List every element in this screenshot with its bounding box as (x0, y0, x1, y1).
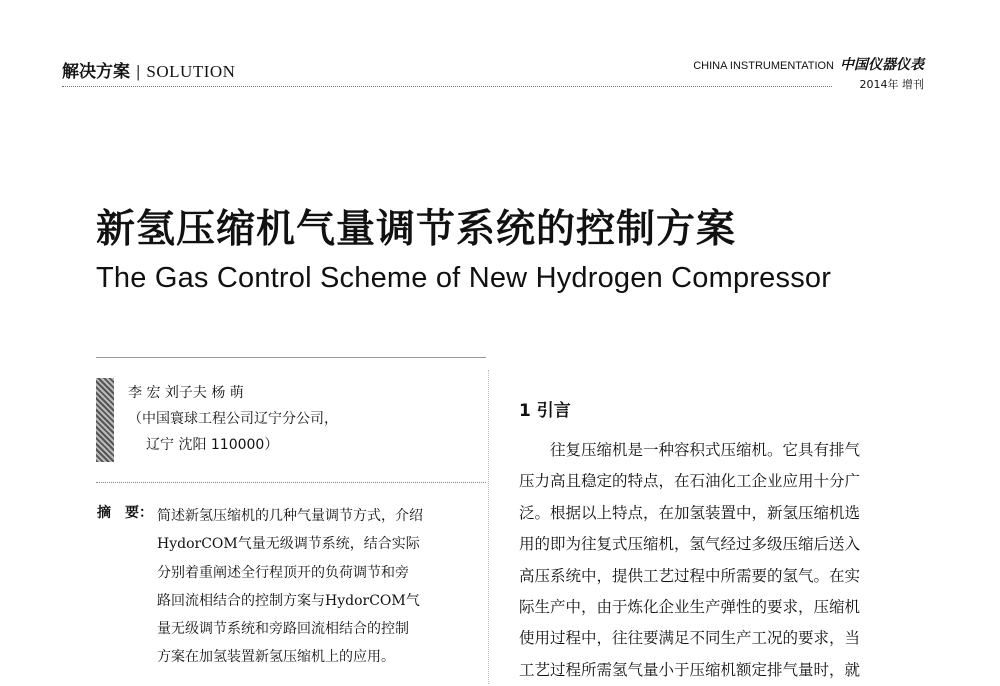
abstract-body (157, 502, 487, 672)
section-heading: 1 引言 (519, 401, 571, 421)
abstract-line: 方案在加氢装置新氢压缩机上的应用。 (157, 649, 395, 666)
author-block-top-rule (96, 357, 486, 358)
body-line: 往复压缩机是一种容积式压缩机。它具有排气 (550, 441, 861, 459)
abstract-line: HydorCOM气量无级调节系统，结合实际 (157, 536, 420, 553)
body-line: 高压系统中，提供工艺过程中所需要的氢气。在实 (519, 566, 861, 585)
decorative-texture-bar (96, 378, 114, 462)
article-title-cn: 新氢压缩机气量调节系统的控制方案 (96, 207, 737, 252)
affiliation-line-1: （中国寰球工程公司辽宁分公司， (128, 411, 338, 427)
abstract-line: 路回流相结合的控制方案与HydorCOM气 (157, 592, 420, 609)
abstract-label: 摘 要： (97, 505, 153, 521)
header-rule (62, 86, 832, 87)
column-divider (488, 370, 489, 684)
body-line: 用的即为往复式压缩机，氢气经过多级压缩后送入 (519, 535, 861, 554)
body-line: 际生产中，由于炼化企业生产弹性的要求，压缩机 (519, 598, 861, 617)
article-title-en: The Gas Control Scheme of New Hydrogen Compressor (96, 262, 832, 294)
abstract-line: 分别着重阐述全行程顶开的负荷调节和旁 (157, 564, 409, 581)
body-line: 使用过程中，往往要满足不同生产工况的要求，当 (519, 629, 861, 648)
header-separator: | (136, 62, 141, 81)
author-block (128, 380, 338, 458)
abstract-top-rule (96, 482, 486, 483)
abstract-line: 量无级调节系统和旁路回流相结合的控制 (157, 621, 409, 638)
section-header (62, 57, 235, 82)
issue-label: 2014年 增刊 (856, 76, 925, 92)
section-label-en: SOLUTION (146, 62, 236, 81)
body-text (519, 435, 919, 686)
abstract-line: 简述新氢压缩机的几种气量调节方式，介绍 (157, 508, 423, 524)
author-names: 李 宏 刘子夫 杨 萌 (128, 385, 244, 401)
magazine-masthead (693, 54, 924, 74)
section-label-cn: 解决方案 (62, 62, 130, 82)
magazine-logo: 中国仪器仪表 (840, 57, 924, 73)
magazine-name-en: CHINA INSTRUMENTATION (693, 60, 834, 72)
body-line: 工艺过程所需氢气量小于压缩机额定排气量时，就 (519, 660, 861, 679)
affiliation-line-2: 辽宁 沈阳 110000） (146, 437, 279, 453)
body-line: 泛。根据以上特点，在加氢装置中，新氢压缩机选 (519, 503, 861, 522)
body-line: 压力高且稳定的特点，在石油化工企业应用十分广 (519, 472, 861, 491)
